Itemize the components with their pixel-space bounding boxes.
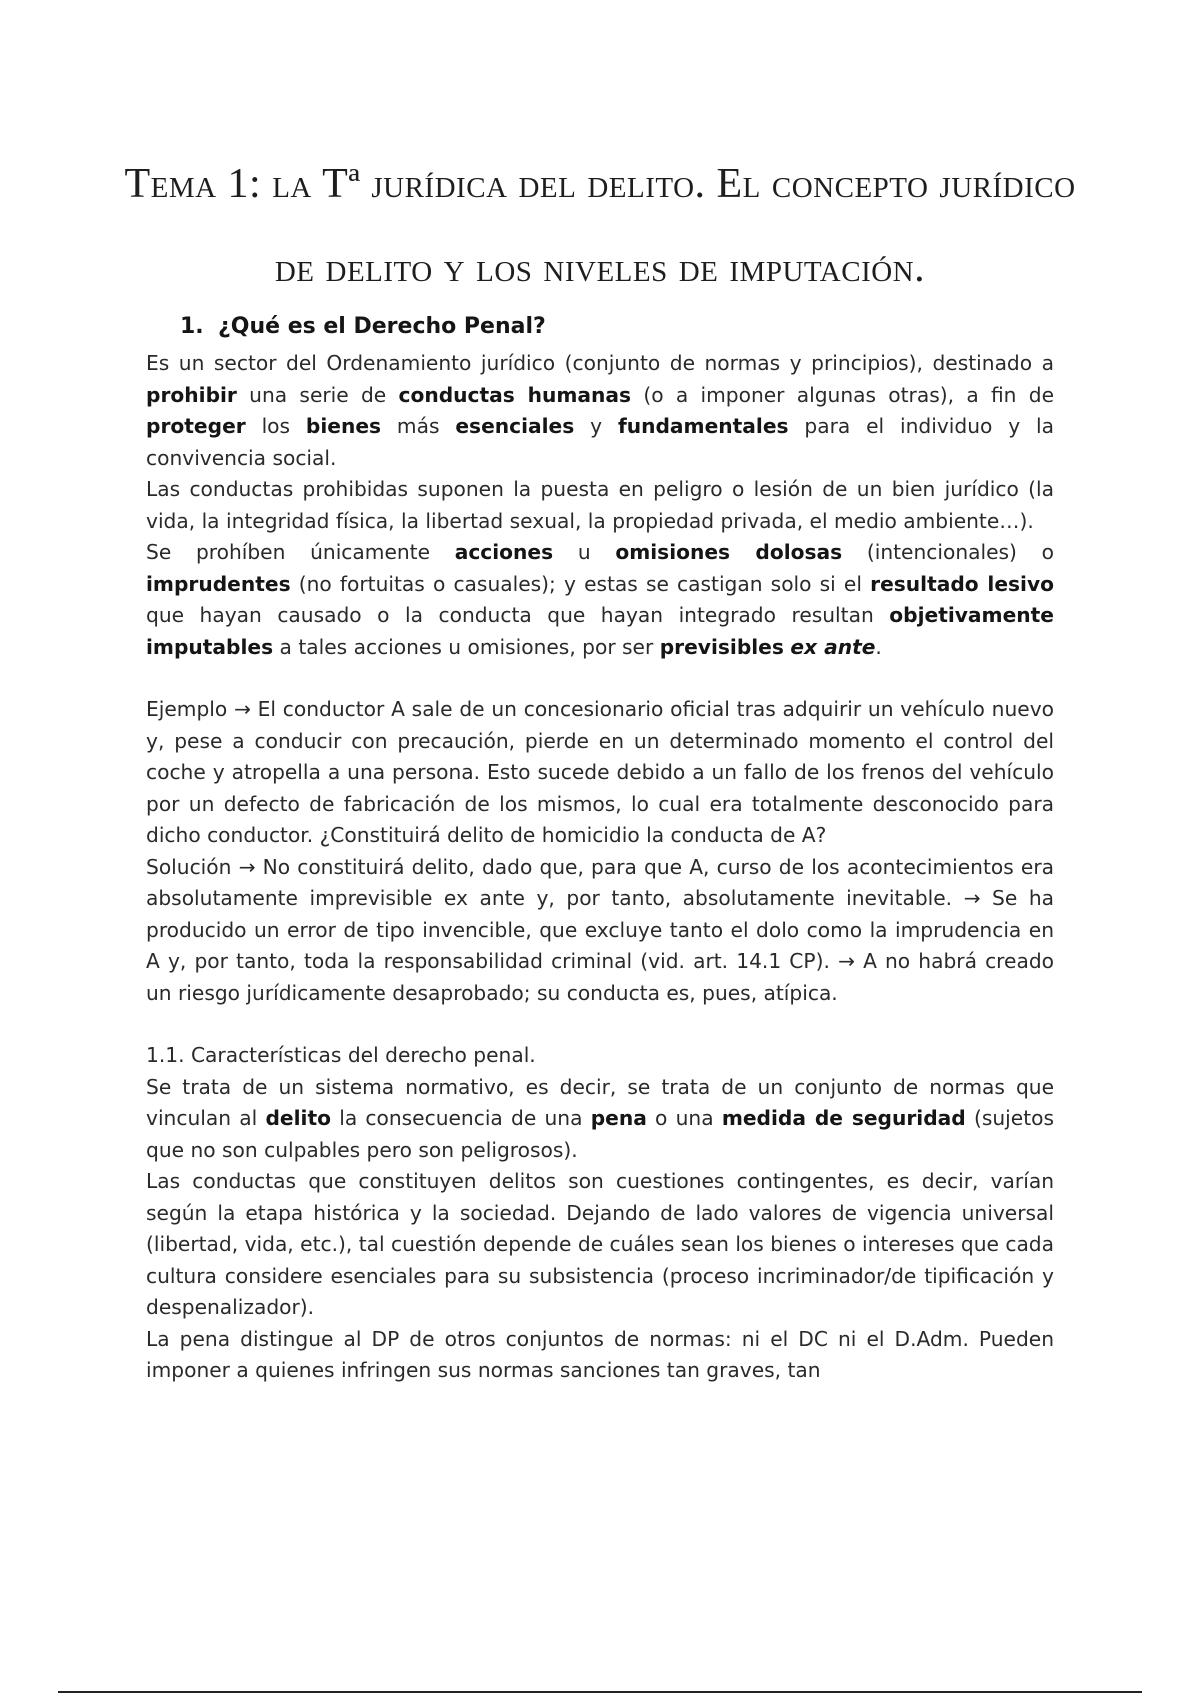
term-objetivamente-imputables: objetivamente imputables <box>146 603 1054 659</box>
prohibited-conducts-paragraph: Se prohíben únicamente acciones u omisiones dolosas (intencionales) o imprudentes (no fortuitas o casuales); y estas se castigan solo si el resultado lesivo que hayan causado o la conducta que hayan integrado resultan objetivamente imputables a tales acciones u omisiones, por ser previsibles ex ante. <box>146 540 1055 659</box>
term-ex-ante: ex ante <box>790 634 876 659</box>
example-paragraph: Ejemplo → El conductor A sale de un concesionario oficial tras adquirir un vehículo nuevo y, pese a conducir con precaución, pierde en un determinado momento el control del coche y atropella a una persona. Esto sucede debido a un fallo de los frenos del vehículo por un defecto de fabricación de los mismos, lo cual era totalmente desconocido para dicho conductor. ¿Constituirá delito de homicidio la conducta de A? <box>146 697 1054 847</box>
term-omisiones-dolosas: omisiones dolosas <box>615 540 843 564</box>
paragraph-spacer <box>146 663 1054 694</box>
definition-paragraph: Es un sector del Ordenamiento jurídico (conjunto de normas y principios), destinado a prohibir una serie de conductas humanas (o a imponer algunas otras), a fin de proteger los bienes más esenciales y fundamentales para el individuo y la convivencia social. <box>146 351 1055 470</box>
document-body <box>146 310 1054 1387</box>
term-bienes: bienes <box>305 414 382 438</box>
penalty-distinction-paragraph: La pena distingue al DP de otros conjuntos de normas: ni el DC ni el D.Adm. Pueden imponer a quienes infringen sus normas sanciones tan graves, tan <box>146 1326 1054 1382</box>
solution-paragraph: Solución → No constituirá delito, dado que, para que A, curso de los acontecimientos era absolutamente imprevisible ex ante y, por tanto, absolutamente inevitable. → Se ha producido un error de tipo invencible, que excluye tanto el dolo como la imprudencia en A y, por tanto, toda la responsabilidad criminal (vid. art. 14.1 CP). → A no habrá creado un riesgo jurídicamente desaprobado; su conducta es, pues, atípica. <box>146 854 1054 1005</box>
term-proteger: proteger <box>146 414 246 438</box>
term-resultado-lesivo: resultado lesivo <box>870 571 1055 596</box>
term-prohibir: prohibir <box>146 382 237 407</box>
section-1-number: 1. <box>180 314 204 339</box>
term-previsibles: previsibles <box>659 634 784 659</box>
term-delito: delito <box>265 1106 331 1130</box>
protected-interests-paragraph: Las conductas prohibidas suponen la puesta en peligro o lesión de un bien jurídico (la vida, la integridad física, la libertad sexual, la propiedad privada, el medio ambiente…). <box>146 477 1054 533</box>
section-1-heading <box>180 310 1054 344</box>
paragraph-spacer <box>146 1009 1054 1040</box>
term-acciones: acciones <box>454 540 554 564</box>
term-esenciales: esenciales <box>455 414 575 438</box>
term-fundamentales: fundamentales <box>617 414 789 438</box>
term-conductas-humanas: conductas humanas <box>398 382 632 407</box>
term-imprudentes: imprudentes <box>146 571 291 596</box>
term-pena: pena <box>590 1106 647 1130</box>
term-medida-de-seguridad: medida de seguridad <box>721 1106 966 1130</box>
footer-rule <box>58 1691 1142 1693</box>
page-title: Tema 1: la Tª jurídica del delito. El concepto jurídico de delito y los niveles de imputación. <box>124 161 1076 291</box>
contingent-conducts-paragraph: Las conductas que constituyen delitos son cuestiones contingentes, es decir, varían según la etapa histórica y la sociedad. Dejando de lado valores de vigencia universal (libertad, vida, etc.), tal cuestión depende de cuáles sean los bienes o intereses que cada cultura considere esenciales para su subsistencia (proceso incriminador/de tipificación y despenalizador). <box>146 1169 1054 1319</box>
section-1-heading-text: ¿Qué es el Derecho Penal? <box>218 314 546 339</box>
normative-system-paragraph: Se trata de un sistema normativo, es decir, se trata de un conjunto de normas que vinculan al delito la consecuencia de una pena o una medida de seguridad (sujetos que no son culpables pero son peligrosos). <box>146 1074 1054 1162</box>
section-1-1-heading: 1.1. Características del derecho penal. <box>146 1043 536 1067</box>
